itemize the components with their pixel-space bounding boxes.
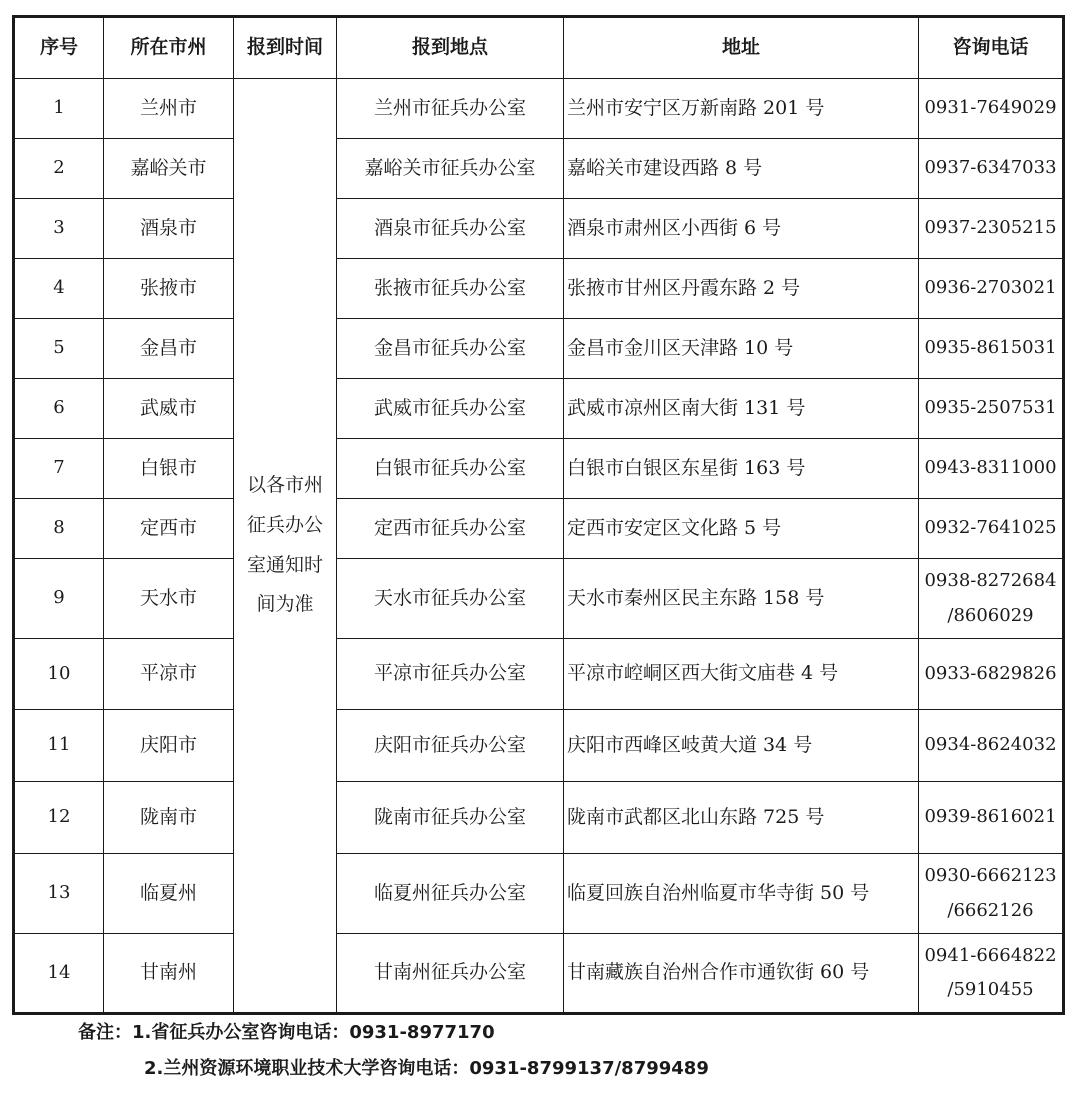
row-index: 14: [14, 934, 104, 1014]
row-location: 酒泉市征兵办公室: [337, 199, 564, 259]
row-city: 金昌市: [104, 319, 234, 379]
phone-line: 0937-6347033: [924, 157, 1057, 179]
row-index: 3: [14, 199, 104, 259]
row-phone: [919, 639, 1064, 710]
header-index: 序号: [14, 17, 104, 79]
row-address: 白银市白银区东星街 163 号: [564, 439, 919, 499]
row-address: 天水市秦州区民主东路 158 号: [564, 559, 919, 639]
row-phone: [919, 199, 1064, 259]
row-index: 4: [14, 259, 104, 319]
phone-line: 0935-2507531: [924, 397, 1057, 419]
row-city: 张掖市: [104, 259, 234, 319]
table-row: [14, 319, 1064, 379]
row-address: 临夏回族自治州临夏市华寺街 50 号: [564, 854, 919, 934]
phone-line: 0937-2305215: [924, 217, 1057, 239]
row-index: 7: [14, 439, 104, 499]
header-row: [14, 17, 1064, 79]
row-phone: [919, 139, 1064, 199]
report-time-cell: [234, 79, 337, 1014]
row-address: 甘南藏族自治州合作市通钦街 60 号: [564, 934, 919, 1014]
row-index: 8: [14, 499, 104, 559]
row-city: 武威市: [104, 379, 234, 439]
row-address: 庆阳市西峰区岐黄大道 34 号: [564, 710, 919, 782]
row-index: 6: [14, 379, 104, 439]
row-address: 张掖市甘州区丹霞东路 2 号: [564, 259, 919, 319]
row-phone: [919, 379, 1064, 439]
phone-line: 0936-2703021: [924, 277, 1057, 299]
header-report-location: 报到地点: [337, 17, 564, 79]
row-index: 2: [14, 139, 104, 199]
row-address: 陇南市武都区北山东路 725 号: [564, 782, 919, 854]
row-location: 陇南市征兵办公室: [337, 782, 564, 854]
header-address: 地址: [564, 17, 919, 79]
row-city: 庆阳市: [104, 710, 234, 782]
header-phone: 咨询电话: [919, 17, 1064, 79]
table-row: [14, 934, 1064, 1014]
row-phone: [919, 854, 1064, 934]
row-index: 1: [14, 79, 104, 139]
phone-line: /5910455: [947, 979, 1034, 1000]
row-city: 临夏州: [104, 854, 234, 934]
table-row: [14, 439, 1064, 499]
phone-line: 0933-6829826: [924, 662, 1057, 684]
row-city: 陇南市: [104, 782, 234, 854]
row-city: 甘南州: [104, 934, 234, 1014]
phone-line: 0939-8616021: [924, 806, 1057, 828]
note-provincial-phone: 备注：1.省征兵办公室咨询电话：0931-8977170: [78, 1022, 495, 1043]
row-index: 12: [14, 782, 104, 854]
header-city: 所在市州: [104, 17, 234, 79]
row-index: 11: [14, 710, 104, 782]
phone-line: 0932-7641025: [924, 517, 1057, 539]
report-time-line: 以各市州: [246, 473, 323, 496]
row-phone: [919, 934, 1064, 1014]
row-city: 平凉市: [104, 639, 234, 710]
row-location: 金昌市征兵办公室: [337, 319, 564, 379]
row-phone: [919, 710, 1064, 782]
report-time-line: 室通知时: [246, 553, 323, 576]
row-city: 嘉峪关市: [104, 139, 234, 199]
row-location: 天水市征兵办公室: [337, 559, 564, 639]
row-address: 定西市安定区文化路 5 号: [564, 499, 919, 559]
report-time-line: 间为准: [256, 593, 314, 616]
row-address: 酒泉市肃州区小西街 6 号: [564, 199, 919, 259]
row-location: 平凉市征兵办公室: [337, 639, 564, 710]
table-row: [14, 559, 1064, 639]
table-body: [14, 79, 1064, 1014]
table-row: [14, 139, 1064, 199]
row-location: 定西市征兵办公室: [337, 499, 564, 559]
row-location: 庆阳市征兵办公室: [337, 710, 564, 782]
row-city: 天水市: [104, 559, 234, 639]
row-index: 5: [14, 319, 104, 379]
phone-line: /8606029: [947, 604, 1034, 626]
row-city: 兰州市: [104, 79, 234, 139]
phone-line: 0934-8624032: [924, 734, 1057, 756]
phone-line: 0938-8272684: [924, 570, 1057, 592]
row-location: 白银市征兵办公室: [337, 439, 564, 499]
notes: [78, 1017, 709, 1089]
phone-line: 0941-6664822: [924, 944, 1057, 966]
table-row: [14, 259, 1064, 319]
table-row: [14, 379, 1064, 439]
row-address: 平凉市崆峒区西大街文庙巷 4 号: [564, 639, 919, 710]
phone-line: 0930-6662123: [924, 865, 1057, 887]
report-time-line: 征兵办公: [246, 513, 323, 536]
row-phone: [919, 782, 1064, 854]
phone-line: 0943-8311000: [924, 457, 1057, 479]
row-location: 甘南州征兵办公室: [337, 934, 564, 1014]
row-phone: [919, 439, 1064, 499]
header-report-time: 报到时间: [234, 17, 337, 79]
table-row: [14, 782, 1064, 854]
row-location: 武威市征兵办公室: [337, 379, 564, 439]
table-row: [14, 499, 1064, 559]
table-row: [14, 710, 1064, 782]
row-phone: [919, 319, 1064, 379]
table-row: [14, 639, 1064, 710]
phone-line: /6662126: [947, 899, 1034, 921]
row-index: 13: [14, 854, 104, 934]
row-city: 酒泉市: [104, 199, 234, 259]
table-row: [14, 199, 1064, 259]
row-address: 武威市凉州区南大街 131 号: [564, 379, 919, 439]
table-row: [14, 854, 1064, 934]
row-address: 兰州市安宁区万新南路 201 号: [564, 79, 919, 139]
row-location: 临夏州征兵办公室: [337, 854, 564, 934]
row-address: 嘉峪关市建设西路 8 号: [564, 139, 919, 199]
row-address: 金昌市金川区天津路 10 号: [564, 319, 919, 379]
row-city: 白银市: [104, 439, 234, 499]
note-university-phone: 2.兰州资源环境职业技术大学咨询电话：0931-8799137/8799489: [144, 1058, 709, 1079]
row-phone: [919, 499, 1064, 559]
row-phone: [919, 79, 1064, 139]
phone-line: 0931-7649029: [924, 97, 1057, 119]
table-row: [14, 79, 1064, 139]
row-phone: [919, 559, 1064, 639]
row-phone: [919, 259, 1064, 319]
row-index: 9: [14, 559, 104, 639]
recruitment-report-table: [12, 15, 1065, 1015]
row-location: 张掖市征兵办公室: [337, 259, 564, 319]
row-location: 兰州市征兵办公室: [337, 79, 564, 139]
row-index: 10: [14, 639, 104, 710]
row-city: 定西市: [104, 499, 234, 559]
phone-line: 0935-8615031: [924, 337, 1057, 359]
row-location: 嘉峪关市征兵办公室: [337, 139, 564, 199]
